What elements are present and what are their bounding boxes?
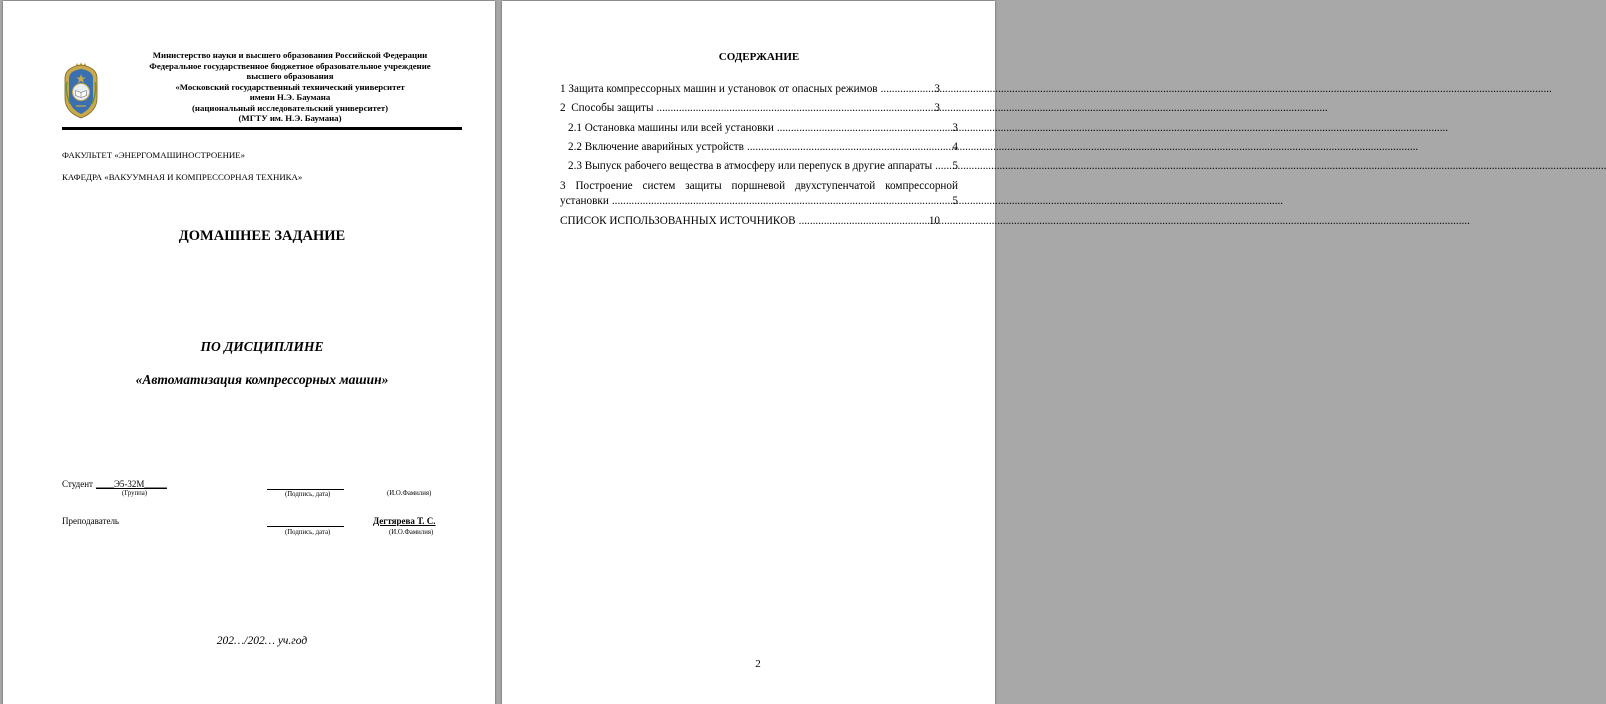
toc-page-number: 5 (952, 160, 958, 172)
header-divider-rule (62, 127, 462, 130)
toc-leader-dots (744, 140, 952, 154)
student-name-caption: (И.О.Фамилия) (387, 490, 432, 497)
toc-entry-2-1[interactable] (568, 121, 958, 135)
header-line-named-after: имени Н.Э. Баумана (249, 92, 331, 102)
teacher-signature-caption: (Подпись, дата) (285, 529, 331, 536)
bmstu-emblem-logo (62, 62, 100, 119)
header-line-ministry: Министерство науки и высшего образования Российской Федерации (152, 50, 428, 60)
contents-heading: СОДЕРЖАНИЕ (718, 51, 800, 63)
toc-entry-continuation: установки (560, 195, 609, 207)
toc-page-number: 3 (952, 122, 958, 134)
toc-entry-3[interactable] (560, 179, 958, 209)
toc-entry-text: 1 Защита компрессорных машин и установок от опасных режимов (560, 83, 878, 95)
student-group: ____Э5-32М_____ (95, 479, 167, 489)
header-line-education-level: высшего образования (246, 71, 334, 81)
header-line-short-name: (МГТУ им. Н.Э. Баумана) (238, 113, 342, 123)
toc-leader-dots (796, 214, 929, 228)
toc-entry-2-3[interactable] (568, 159, 958, 173)
discipline-name: «Автоматизация компрессорных машин» (135, 372, 389, 387)
teacher-label: Преподаватель (62, 516, 120, 526)
toc-leader-dots (609, 194, 953, 209)
toc-leader-dots (653, 101, 934, 115)
teacher-signature-line (267, 526, 344, 527)
toc-leader-dots (774, 121, 953, 135)
student-signature-caption: (Подпись, дата) (285, 491, 331, 498)
header-line-university-name: «Московский государственный технический университет (175, 81, 405, 92)
toc-entry-text: 3 Построение систем защиты поршневой двухступенчатой компрессорной (560, 180, 958, 192)
toc-leader-dots (932, 159, 952, 173)
toc-entry-2-2[interactable] (568, 140, 958, 154)
header-line-status: (национальный исследовательский университет) (191, 102, 389, 113)
toc-page-number: 5 (952, 195, 958, 207)
toc-page-number: 3 (934, 102, 940, 114)
toc-entry-1[interactable] (560, 82, 940, 96)
student-label: Студент (62, 479, 93, 489)
academic-year: 202…/202… уч.год (216, 635, 308, 647)
toc-page-number: 10 (928, 215, 940, 227)
toc-entry-text: 2.1 Остановка машины или всей установки (568, 122, 774, 134)
toc-page-number: 3 (934, 83, 940, 95)
toc-leader-dots (878, 82, 935, 96)
toc-entry-text: 2 Способы защиты (560, 102, 654, 114)
faculty-line: ФАКУЛЬТЕТ «ЭНЕРГОМАШИНОСТРОЕНИЕ» (62, 150, 246, 160)
student-row (62, 478, 167, 490)
contents-page (502, 1, 995, 704)
department-line: КАФЕДРА «ВАКУУМНАЯ И КОМПРЕССОРНАЯ ТЕХНИКА» (62, 172, 303, 182)
header-line-institution-type: Федеральное государственное бюджетное образовательное учреждение (149, 60, 431, 71)
toc-page-number: 4 (952, 141, 958, 153)
teacher-name: Дегтярева Т. С. (373, 516, 436, 526)
toc-entry-2[interactable] (560, 101, 940, 115)
page-number: 2 (755, 658, 761, 670)
teacher-name-caption: (И.О.Фамилия) (389, 529, 434, 536)
student-group-caption: (Группа) (122, 490, 148, 497)
document-title: ДОМАШНЕЕ ЗАДАНИЕ (178, 228, 346, 244)
cover-page (3, 1, 495, 704)
toc-entry-text: 2.3 Выпуск рабочего вещества в атмосферу или перепуск в другие аппараты (568, 160, 933, 172)
toc-entry-text: 2.2 Включение аварийных устройств (568, 141, 744, 153)
toc-entry-continuation-line (560, 194, 958, 209)
toc-entry-text: СПИСОК ИСПОЛЬЗОВАННЫХ ИСТОЧНИКОВ (560, 215, 796, 227)
discipline-label: ПО ДИСЦИПЛИНЕ (200, 339, 324, 354)
university-header (113, 50, 467, 124)
toc-entry-references[interactable] (560, 214, 940, 228)
